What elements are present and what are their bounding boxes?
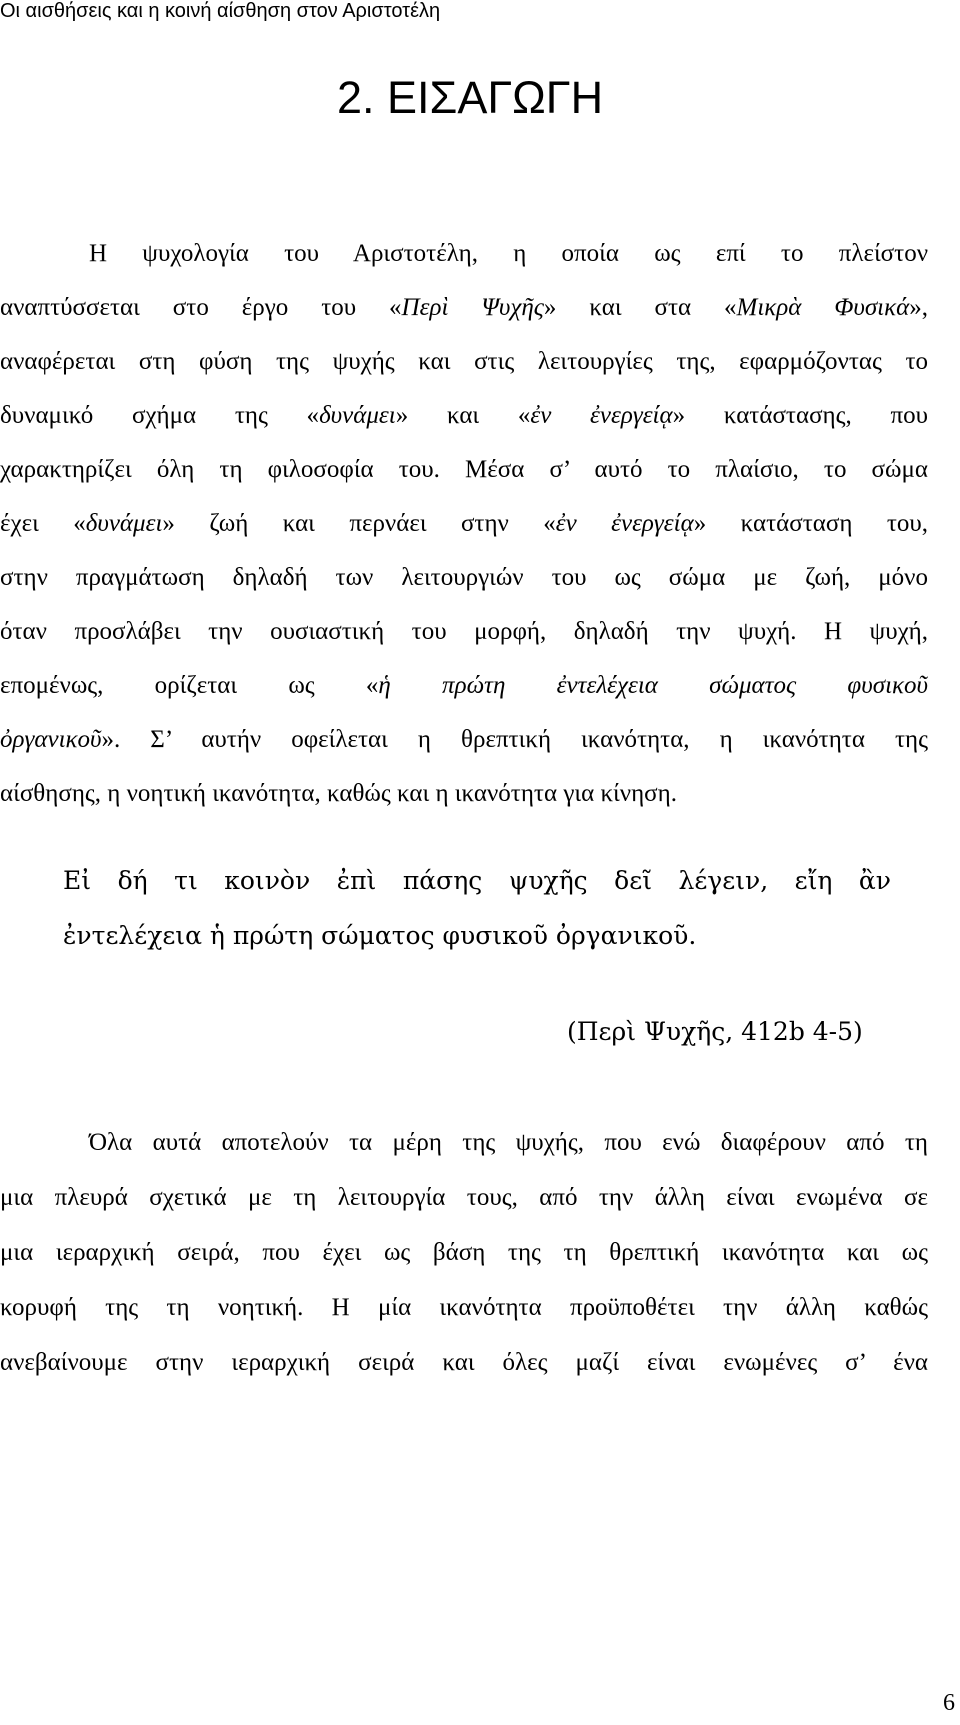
section-title: 2. ΕΙΣΑΓΩΓΗ [337, 72, 604, 123]
paragraph-line: όταν προσλάβει την ουσιαστική του μορφή, δηλαδή την ψυχή. Η ψυχή, [0, 618, 928, 645]
paragraph-line: ανεβαίνουμε στην ιεραρχική σειρά και όλες μαζί είναι ενωμένες σ’ ένα [0, 1349, 928, 1376]
quote-line: Εἰ δή τι κοινὸν ἐπὶ πάσης ψυχῆς δεῖ λέγειν, εἴη ἂν [63, 866, 891, 895]
greek-term: ἐν ἐνεργείᾳ [555, 510, 694, 537]
paragraph-line: μια πλευρά σχετικά με τη λειτουργία τους, από την άλλη είναι ενωμένα σε [0, 1184, 928, 1211]
paragraph-line: χαρακτηρίζει όλη τη φιλοσοφία του. Μέσα σ’ αυτό το πλαίσιο, το σώμα [0, 456, 928, 483]
paragraph-line: Όλα αυτά αποτελούν τα μέρη της ψυχής, που ενώ διαφέρουν από τη [89, 1129, 928, 1156]
paragraph-line: Η ψυχολογία του Αριστοτέλη, η οποία ως επί το πλείστον [89, 240, 928, 267]
paragraph-line: μια ιεραρχική σειρά, που έχει ως βάση της τη θρεπτική ικανότητα και ως [0, 1239, 928, 1266]
quote-line: ἐντελέχεια ἡ πρώτη σώματος φυσικοῦ ὀργανικοῦ. [63, 921, 697, 950]
paragraph-line: αίσθησης, η νοητική ικανότητα, καθώς και η ικανότητα για κίνηση. [0, 780, 677, 807]
work-title: Μικρὰ Φυσικά [736, 294, 910, 321]
paragraph-line: αναφέρεται στη φύση της ψυχής και στις λειτουργίες της, εφαρμόζοντας το [0, 348, 928, 375]
paragraph-line: αναπτύσσεται στο έργο του «Περὶ Ψυχῆς» και στα «Μικρὰ Φυσικά», [0, 294, 929, 321]
work-title: Περὶ Ψυχῆς [401, 294, 544, 321]
greek-term: ἡ πρώτη ἐντελέχεια σώματος φυσικοῦ [378, 672, 928, 699]
greek-term: δυνάμει [319, 402, 396, 429]
greek-term: ἐν ἐνεργείᾳ [530, 402, 673, 429]
running-header: Οι αισθήσεις και η κοινή αίσθηση στον Αριστοτέλη [0, 0, 441, 22]
paragraph-line: έχει «δυνάμει» ζωή και περνάει στην «ἐν ἐνεργείᾳ» κατάσταση του, [0, 510, 928, 537]
page-number: 6 [943, 1690, 955, 1716]
quote-citation: (Περὶ Ψυχῆς, 412b 4-5) [567, 1017, 863, 1046]
greek-term: ὀργανικοῦ [0, 726, 102, 753]
paragraph-line: ὀργανικοῦ». Σ’ αυτήν οφείλεται η θρεπτική ικανότητα, η ικανότητα της [0, 726, 928, 753]
paragraph-line: κορυφή της τη νοητική. Η μία ικανότητα προϋποθέτει την άλλη καθώς [0, 1294, 928, 1321]
paragraph-line: δυναμικό σχήμα της «δυνάμει» και «ἐν ἐνεργείᾳ» κατάστασης, που [0, 402, 928, 429]
paragraph-line: επομένως, ορίζεται ως «ἡ πρώτη ἐντελέχεια σώματος φυσικοῦ [0, 672, 928, 699]
paragraph-line: στην πραγμάτωση δηλαδή των λειτουργιών του ως σώμα με ζωή, μόνο [0, 564, 928, 591]
greek-term: δυνάμει [85, 510, 163, 537]
